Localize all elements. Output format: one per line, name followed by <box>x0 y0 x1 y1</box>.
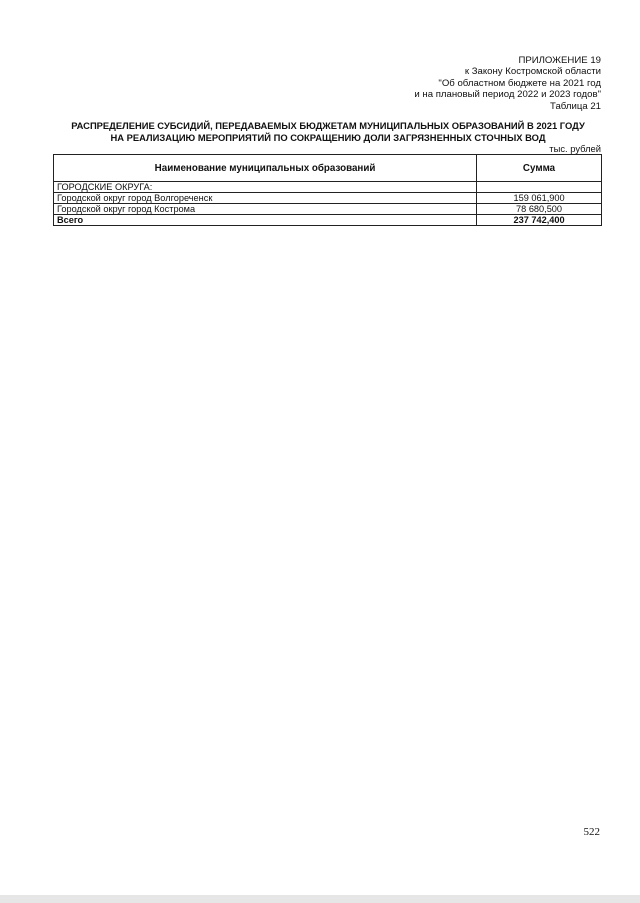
header-sum: Сумма <box>477 155 602 182</box>
appendix-line: и на плановый период 2022 и 2023 годов" <box>414 89 601 101</box>
total-label: Всего <box>54 215 477 226</box>
table-number: Таблица 21 <box>550 100 601 112</box>
header-name: Наименование муниципальных образований <box>54 155 477 182</box>
document-title <box>40 120 616 143</box>
row-sum: 159 061,900 <box>477 193 602 204</box>
row-name: ГОРОДСКИЕ ОКРУГА: <box>54 182 477 193</box>
row-name: Городской округ город Кострома <box>54 204 477 215</box>
total-row <box>54 215 602 226</box>
appendix-line: "Об областном бюджете на 2021 год <box>438 77 601 89</box>
table-row <box>54 193 602 204</box>
scan-edge <box>0 895 640 903</box>
row-sum <box>477 182 602 193</box>
title-line-1: РАСПРЕДЕЛЕНИЕ СУБСИДИЙ, ПЕРЕДАВАЕМЫХ БЮДЖЕТАМ МУНИЦИПАЛЬНЫХ ОБРАЗОВАНИЙ В 2021 ГОДУ <box>71 120 585 131</box>
row-name: Городской округ город Волгореченск <box>54 193 477 204</box>
table-header-row <box>54 155 602 182</box>
appendix-line: к Закону Костромской области <box>464 66 601 78</box>
appendix-line: ПРИЛОЖЕНИЕ 19 <box>518 55 601 66</box>
table-row <box>54 204 602 215</box>
total-sum: 237 742,400 <box>477 215 602 226</box>
units-label: тыс. рублей <box>549 143 601 154</box>
table-row <box>54 182 602 193</box>
title-line-2: НА РЕАЛИЗАЦИЮ МЕРОПРИЯТИЙ ПО СОКРАЩЕНИЮ ДОЛИ ЗАГРЯЗНЕННЫХ СТОЧНЫХ ВОД <box>110 131 546 143</box>
appendix-header <box>414 55 601 112</box>
page-number: 522 <box>583 826 600 838</box>
row-sum: 78 680,500 <box>477 204 602 215</box>
subsidy-table <box>53 154 602 226</box>
